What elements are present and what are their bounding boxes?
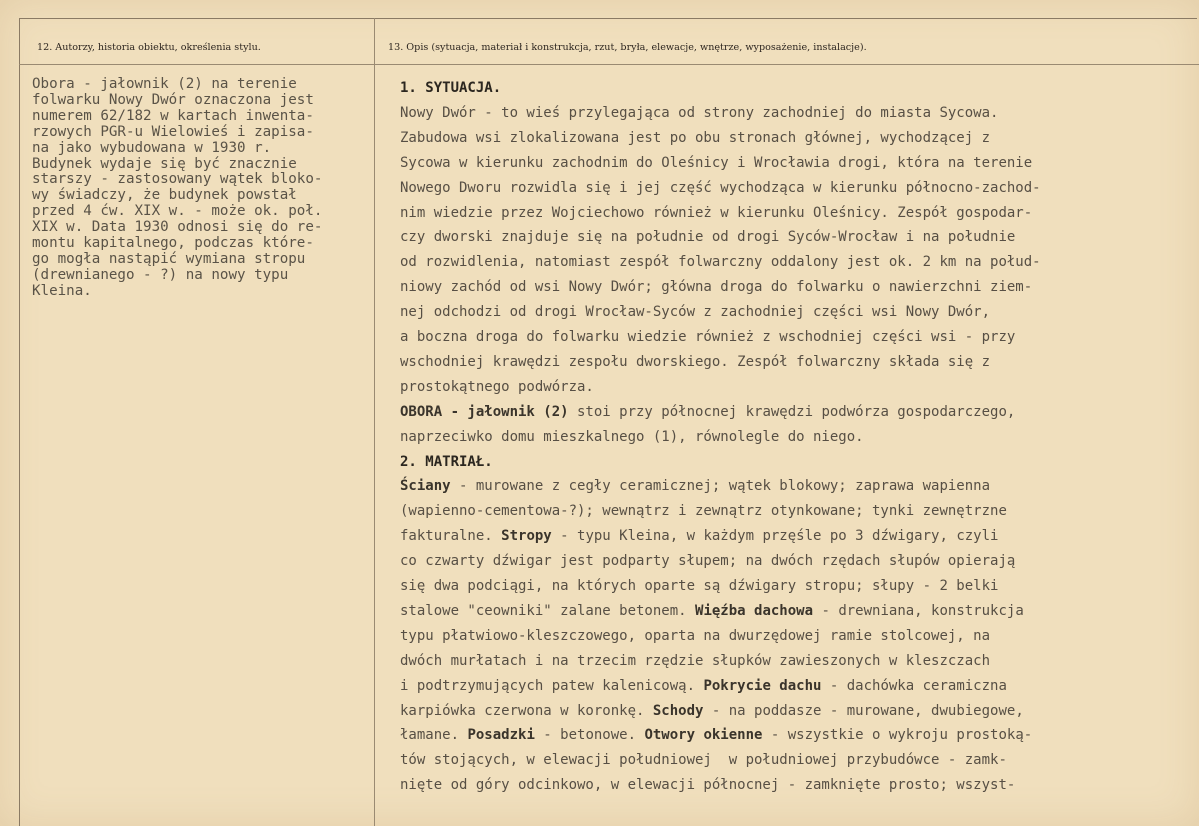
description-text-run: - dachówka ceramiczna: [821, 677, 1007, 694]
description-text-run: stalowe "ceowniki" zalane betonem.: [400, 602, 696, 619]
history-line: montu kapitalnego, podczas które-: [32, 235, 314, 252]
history-line: (drewnianego - ?) na nowy typu: [32, 266, 289, 283]
description-text-run: - drewniana, konstrukcja: [813, 602, 1024, 619]
description-line: [400, 551, 1015, 571]
column-divider: [374, 18, 375, 826]
description-line: [400, 103, 998, 123]
description-line: [400, 725, 1032, 745]
description-text-run: łamane.: [400, 727, 468, 744]
description-text-run: i podtrzymujących patew kalenicową.: [400, 677, 704, 694]
description-text-run: fakturalne.: [400, 528, 502, 545]
frame-left-border: [19, 18, 20, 826]
description-text-run: się dwa podciągi, na których oparte są dźwigary stropu; słupy - 2 belki: [400, 578, 999, 594]
description-text-run: naprzeciwko domu mieszkalnego (1), równolegle do niego.: [400, 428, 864, 445]
description-line: [400, 601, 1024, 621]
description-text-run: - murowane z cegły ceramicznej; wątek blokowy; zaprawa wapienna: [450, 478, 991, 495]
description-line: [400, 302, 990, 322]
description-text-run: Nowy Dwór - to wieś przylegająca od strony zachodniej do miasta Sycowa.: [400, 104, 999, 121]
description-line: [400, 452, 493, 472]
description-text-run: typu płatwiowo-kleszczowego, oparta na dwurzędowej ramie stolcowej, na: [400, 627, 991, 644]
description-text-run: Zabudowa wsi zlokalizowana jest po obu stronach głównej, wychodzącej z: [400, 129, 991, 146]
description-text-run: prostokątnego podwórza.: [400, 378, 594, 395]
section-heading: OBORA - jałownik (2): [400, 403, 569, 420]
description-line: [400, 377, 594, 397]
right-header-rule: [374, 64, 1199, 65]
history-line: XIX w. Data 1930 odnosi się do re-: [32, 219, 323, 236]
description-line: [400, 626, 990, 646]
description-line: [400, 676, 1007, 696]
history-line: na jako wybudowana w 1930 r.: [32, 139, 272, 156]
section-heading: Schody: [652, 702, 704, 719]
description-text-run: niowy zachód od wsi Nowy Dwór; główna droga do folwarku o nawierzchni ziem-: [400, 279, 1033, 296]
description-line: [400, 427, 864, 447]
history-line: przed 4 ćw. XIX w. - może ok. poł.: [32, 203, 323, 220]
history-line: Kleina.: [32, 282, 92, 299]
history-line: folwarku Nowy Dwór oznaczona jest: [32, 91, 314, 108]
description-text-run: (wapienno-cementowa-?); wewnątrz i zewnątrz otynkowane; tynki zewnętrzne: [400, 503, 1007, 520]
description-text-run: Nowego Dworu rozwidla się i jej część wychodząca w kierunku północno-zachod-: [400, 179, 1041, 196]
description-text-run: tów stojących, w elewacji południowej w południowej przybudówce - zamk-: [400, 752, 1007, 769]
history-line: go mogła nastąpić wymiana stropu: [32, 250, 306, 267]
description-line: [400, 153, 1032, 173]
section-heading: Więźba dachowa: [695, 602, 814, 619]
section-heading: Stropy: [501, 528, 552, 545]
history-line: numerem 62/182 w kartach inwenta-: [32, 107, 314, 124]
description-text-run: od rozwidlenia, natomiast zespół folwarczny oddalony jest ok. 2 km na połud-: [400, 254, 1041, 271]
description-text-run: - typu Kleina, w każdym przęśle po 3 dźwigary, czyli: [551, 528, 999, 545]
description-text-run: - betonowe.: [534, 727, 645, 744]
description-line: [400, 128, 990, 148]
description-text-run: - wszystkie o wykroju prostoką-: [762, 727, 1033, 744]
section-heading: Pokrycie dachu: [703, 677, 822, 694]
description-line: [400, 277, 1032, 297]
description-line: [400, 775, 1015, 795]
description-line: [400, 178, 1041, 198]
frame-top-border: [19, 18, 1197, 19]
description-line: [400, 501, 1007, 521]
description-text-run: - na poddasze - murowane, dwubiegowe,: [703, 702, 1024, 719]
description-text-run: Sycowa w kierunku zachodnim do Oleśnicy i Wrocławia drogi, która na terenie: [400, 154, 1033, 171]
section-heading: Posadzki: [467, 727, 535, 744]
description-line: [400, 227, 1015, 247]
description-line: [400, 526, 998, 546]
history-line: wy świadczy, że budynek powstał: [32, 187, 297, 204]
description-line: [400, 327, 1015, 347]
description-text-run: nim wiedzie przez Wojciechowo również w kierunku Oleśnicy. Zespół gospodar-: [400, 204, 1033, 221]
description-text-run: nej odchodzi od drogi Wrocław-Syców z zachodniej części wsi Nowy Dwór,: [400, 304, 991, 321]
description-line: [400, 78, 501, 98]
left-column-header: 12. Autorzy, historia obiektu, określenia stylu.: [37, 42, 261, 53]
history-line: Budynek wydaje się być znacznie: [32, 155, 297, 172]
description-line: [400, 576, 998, 596]
description-text-run: czy dworski znajduje się na południe od drogi Syców-Wrocław i na południe: [400, 229, 1016, 246]
description-line: [400, 252, 1041, 272]
history-text: [32, 77, 372, 300]
history-line: Obora - jałownik (2) na terenie: [32, 76, 297, 92]
description-line: [400, 402, 1015, 422]
section-heading: Ściany: [400, 478, 451, 495]
section-heading: 2. MATRIAŁ.: [400, 453, 493, 470]
right-column-header: 13. Opis (sytuacja, materiał i konstrukcja, rzut, bryła, elewacje, wnętrze, wyposażenie, instalacje).: [388, 42, 867, 53]
description-text-run: karpiówka czerwona w koronkę.: [400, 702, 653, 719]
description-line: [400, 476, 990, 496]
left-header-rule: [19, 64, 374, 65]
history-line: starszy - zastosowany wątek bloko-: [32, 171, 323, 188]
description-line: [400, 651, 990, 671]
description-line: [400, 352, 990, 372]
description-text-run: nięte od góry odcinkowo, w elewacji północnej - zamknięte prosto; wszyst-: [400, 777, 1016, 794]
description-line: [400, 750, 1007, 770]
description-text-run: wschodniej krawędzi zespołu dworskiego. Zespół folwarczny składa się z: [400, 353, 991, 370]
section-heading: 1. SYTUACJA.: [400, 80, 502, 96]
description-text-run: a boczna droga do folwarku wiedzie również z wschodniej części wsi - przy: [400, 329, 1016, 345]
description-line: [400, 203, 1032, 223]
description-text-run: dwóch murłatach i na trzecim rzędzie słupków zawieszonych w kleszczach: [400, 652, 991, 669]
description-text-run: co czwarty dźwigar jest podparty słupem; na dwóch rzędach słupów opierają: [400, 553, 1016, 570]
description-line: [400, 701, 1024, 721]
description-text-run: stoi przy północnej krawędzi podwórza gospodarczego,: [568, 403, 1016, 420]
history-line: rzowych PGR-u Wielowieś i zapisa-: [32, 123, 314, 140]
section-heading: Otwory okienne: [644, 727, 763, 744]
